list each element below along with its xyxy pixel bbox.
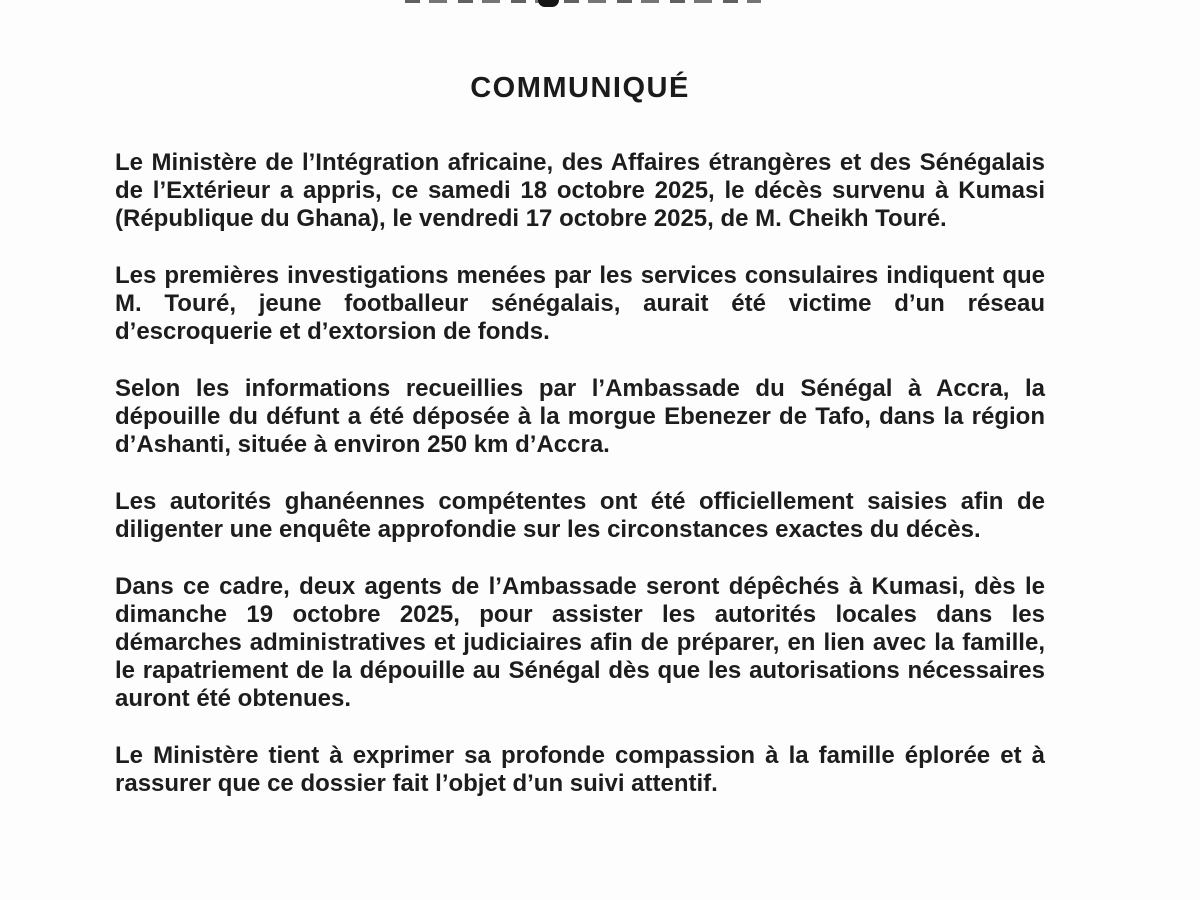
page-title: COMMUNIQUÉ [470,72,690,104]
paragraph-announcement: Le Ministère de l’Intégration africaine, des Affaires étrangères et des Sénégalais de l’Extérieur a appris, ce samedi 18 octobre 2025, le décès survenu à Kumasi (République du Ghana), le vendredi 17 octobre 2025, de M. Cheikh Touré. [115,149,1045,232]
paragraph-embassy-informations: Selon les informations recueillies par l’Ambassade du Sénégal à Accra, la dépouille du défunt a été déposée à la morgue Ebenezer de Tafo, dans la région d’Ashanti, située à environ 250 km d’Accra. [115,375,1045,458]
communique-body [115,149,1045,827]
paragraph-repatriation: Dans ce cadre, deux agents de l’Ambassade seront dépêchés à Kumasi, dès le dimanche 19 octobre 2025, pour assister les autorités locales dans les démarches administratives et judiciaires afin de préparer, en lien avec la famille, le rapatriement de la dépouille au Sénégal dès que les autorisations nécessaires auront été obtenues. [115,573,1045,712]
paragraph-investigations: Les premières investigations menées par les services consulaires indiquent que M. Touré, jeune footballeur sénégalais, aurait été victime d’un réseau d’escroquerie et d’extorsion de fonds. [115,262,1045,345]
letter-descender-fragment [538,0,559,7]
cropped-header-text-fragment [405,0,761,5]
paragraph-authorities: Les autorités ghanéennes compétentes ont été officiellement saisies afin de diligenter une enquête approfondie sur les circonstances exactes du décès. [115,488,1045,543]
paragraph-compassion: Le Ministère tient à exprimer sa profonde compassion à la famille éplorée et à rassurer que ce dossier fait l’objet d’un suivi attentif. [115,742,1045,797]
